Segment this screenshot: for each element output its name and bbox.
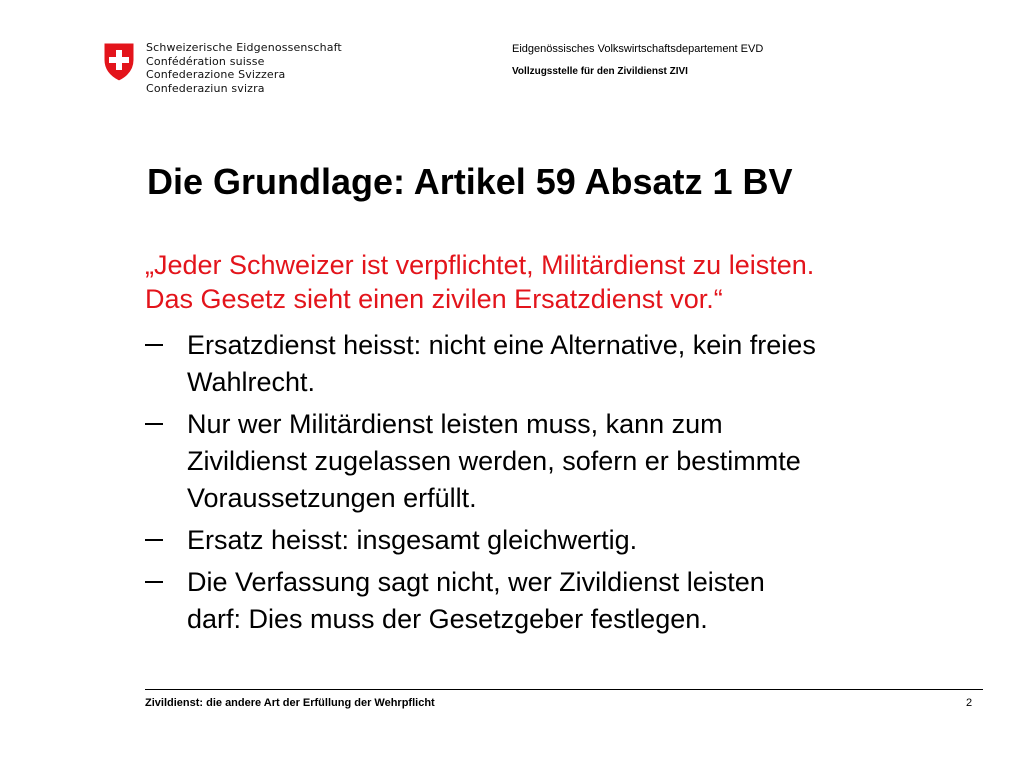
dash-bullet-icon — [145, 581, 163, 583]
bullet-item — [145, 406, 1005, 517]
page-number: 2 — [966, 697, 973, 709]
organization-name-de: Schweizerische Eidgenossenschaft — [146, 41, 342, 54]
bullet-line: Ersatz heisst: insgesamt gleichwertig. — [187, 525, 638, 555]
bullet-line: Voraussetzungen erfüllt. — [187, 483, 477, 513]
organization-names — [146, 41, 346, 95]
office-name: Vollzugsstelle für den Zivildienst ZIVI — [512, 66, 688, 77]
footer-divider — [145, 689, 983, 690]
quote-line: Das Gesetz sieht einen zivilen Ersatzdienst vor.“ — [145, 284, 723, 314]
bullet-line: Wahlrecht. — [187, 367, 316, 397]
constitution-quote — [145, 248, 1005, 316]
footer-text: Zivildienst: die andere Art der Erfüllung der Wehrpflicht — [145, 697, 435, 709]
bullet-line: Nur wer Militärdienst leisten muss, kann zum — [187, 409, 723, 439]
organization-name-fr: Confédération suisse — [146, 54, 265, 68]
bullet-line: Die Verfassung sagt nicht, wer Zivildienst leisten — [187, 567, 765, 597]
bullet-line: darf: Dies muss der Gesetzgeber festlegen. — [187, 604, 708, 634]
bullet-line: Ersatzdienst heisst: nicht eine Alternative, kein freies — [187, 330, 816, 360]
bullet-item — [145, 564, 1005, 638]
slide-title: Die Grundlage: Artikel 59 Absatz 1 BV — [147, 161, 793, 202]
bullet-list — [145, 327, 1005, 643]
bullet-line: Zivildienst zugelassen werden, sofern er bestimmte — [187, 446, 801, 476]
organization-name-it: Confederazione Svizzera — [146, 68, 286, 81]
swiss-cross-shield-icon — [103, 42, 135, 82]
dash-bullet-icon — [145, 423, 163, 425]
bullet-item — [145, 522, 1005, 559]
quote-line: „Jeder Schweizer ist verpflichtet, Militärdienst zu leisten. — [145, 250, 815, 280]
department-name: Eidgenössisches Volkswirtschaftsdepartement EVD — [512, 43, 764, 55]
bullet-item — [145, 327, 1005, 401]
dash-bullet-icon — [145, 539, 163, 541]
organization-name-rm: Confederaziun svizra — [146, 81, 265, 95]
dash-bullet-icon — [145, 344, 163, 346]
